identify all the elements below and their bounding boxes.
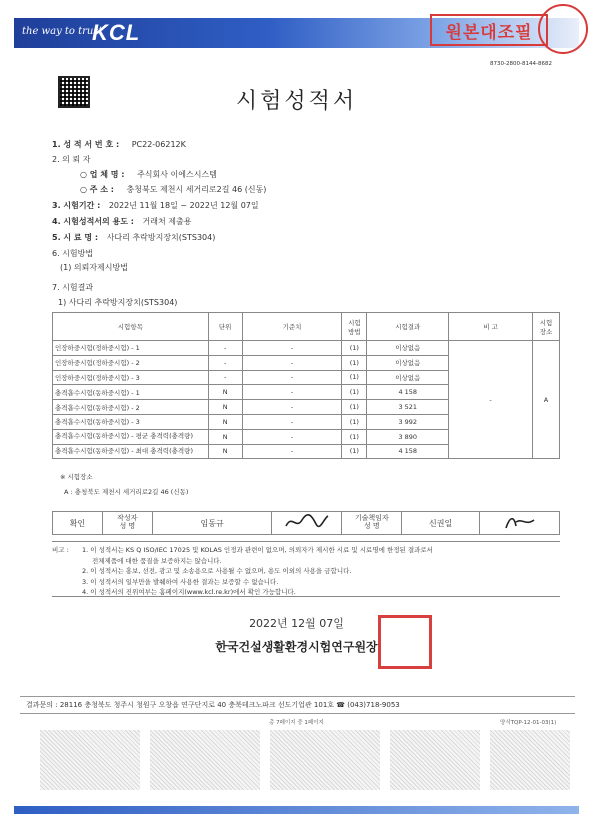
- cell-method: (1): [342, 400, 367, 415]
- method-label: 6. 시험방법: [52, 249, 94, 258]
- kcl-logo: KCL: [92, 20, 141, 45]
- cell-item: 충격흡수시험(동하중시험) - 최대 충격력(충격량): [53, 444, 209, 459]
- period: 2022년 11월 18일 ~ 2022년 12월 07일: [108, 201, 259, 210]
- cell-result: 이상없음: [367, 370, 449, 385]
- cell-method: (1): [342, 355, 367, 370]
- cell-item: 인장하중시험(정하중시험) - 3: [53, 370, 209, 385]
- cell-method: (1): [342, 370, 367, 385]
- cell-unit: -: [208, 355, 242, 370]
- cell-standard: -: [242, 414, 342, 429]
- period-row: [52, 202, 259, 210]
- cell-unit: N: [208, 400, 242, 415]
- sample-row: [52, 234, 215, 242]
- security-pattern: [270, 730, 380, 790]
- company-label: ○ 업 체 명 :: [80, 170, 125, 179]
- cell-method: (1): [342, 429, 367, 444]
- header-test-item: 시험항목: [53, 313, 209, 341]
- cell-result: 4 158: [367, 444, 449, 459]
- note-line: 4. 이 성적서의 진위여부는 홈페이지(www.kcl.re.kr)에서 확인 가능합니다.: [82, 588, 296, 596]
- header-result: 시험결과: [367, 313, 449, 341]
- cell-unit: N: [208, 385, 242, 400]
- round-seal-icon: [538, 4, 588, 54]
- sample-label: 5. 시 료 명 :: [52, 233, 99, 242]
- cell-standard: -: [242, 355, 342, 370]
- writer-name: 임동규: [152, 512, 272, 535]
- cell-place: A: [533, 341, 560, 459]
- notes-list: [82, 545, 433, 598]
- page-title: 시험성적서: [235, 89, 358, 114]
- cell-remark: -: [449, 341, 533, 459]
- purpose-label: 4. 시험성적서의 용도 :: [52, 217, 134, 226]
- note-line: 2. 이 성적서는 홍보, 선전, 광고 및 소송용으로 사용될 수 없으며, 용도 이외의 사용을 금합니다.: [82, 567, 352, 575]
- cell-item: 충격흡수시험(동하중시험) - 평균 충격력(충격량): [53, 429, 209, 444]
- header-standard: 기준치: [242, 313, 342, 341]
- cell-item: 충격흡수시험(동하중시험) - 2: [53, 400, 209, 415]
- cell-unit: -: [208, 341, 242, 356]
- cell-method: (1): [342, 385, 367, 400]
- confirm-label: 확인: [53, 512, 103, 535]
- cell-unit: -: [208, 370, 242, 385]
- note-line: 1. 이 성적서는 KS Q ISO/IEC 17025 및 KOLAS 인정과 관련이 없으며, 의뢰자가 제시한 시료 및 시료명에 한정된 결과로서: [82, 546, 433, 554]
- signature-icon: [500, 512, 540, 532]
- cell-standard: -: [242, 341, 342, 356]
- writer-signature-icon: [272, 512, 342, 535]
- purpose-row: [52, 218, 191, 226]
- header-unit: 단위: [208, 313, 242, 341]
- cell-standard: -: [242, 429, 342, 444]
- header-method: 시험 방법: [342, 313, 367, 341]
- client-label: 2. 의 뢰 자: [52, 155, 91, 164]
- contact-info: 결과문의 : 28116 충청북도 청주시 청원구 오창읍 연구단지로 40 충북테크노파크 선도기업관 101호 ☎ (043)718-9053: [20, 696, 575, 714]
- cell-result: 3 521: [367, 400, 449, 415]
- cell-result: 이상없음: [367, 355, 449, 370]
- institute-seal-icon: [378, 615, 432, 669]
- cell-result: 3 890: [367, 429, 449, 444]
- cell-result: 4 158: [367, 385, 449, 400]
- method: (1) 의뢰자제시방법: [60, 263, 128, 272]
- tagline: the way to trust: [22, 26, 103, 37]
- security-pattern: [390, 730, 480, 790]
- report-number-label: 1. 성 적 서 번 호 :: [52, 140, 120, 149]
- cell-item: 인장하중시험(정하중시험) - 1: [53, 341, 209, 356]
- issue-date: 2022년 12월 07일: [249, 617, 344, 630]
- cell-standard: -: [242, 444, 342, 459]
- company-name: 주식회사 이에스시스템: [137, 170, 217, 179]
- period-label: 3. 시험기간 :: [52, 201, 101, 210]
- manager-label: 기술책임자 성 명: [342, 512, 402, 535]
- table-row: [53, 341, 560, 356]
- results-table: [52, 312, 560, 459]
- cell-method: (1): [342, 444, 367, 459]
- manager-signature-icon: [480, 512, 560, 535]
- security-pattern: [490, 730, 570, 790]
- cell-unit: N: [208, 429, 242, 444]
- sample-name: 사다리 추락방지장치(STS304): [106, 233, 216, 242]
- cell-item: 인장하중시험(정하중시험) - 2: [53, 355, 209, 370]
- address: 충청북도 제천시 세거리로2길 46 (신동): [126, 185, 267, 194]
- note-line: 3. 이 성적서의 일부만을 발췌하여 사용한 결과는 보증할 수 없습니다.: [82, 577, 279, 586]
- place-note-value: A : 충청북도 제천시 세거리로2길 46 (신동): [64, 488, 189, 496]
- note-line: 전체제품에 대한 품질을 보증하지는 않습니다.: [92, 556, 222, 565]
- cell-unit: N: [208, 444, 242, 459]
- page-indicator: 총 7페이지 중 1페이지: [269, 720, 324, 726]
- copy-verified-stamp: 원본대조필: [430, 14, 548, 46]
- signature-icon: [282, 512, 332, 532]
- place-note-label: ※ 시험장소: [60, 473, 93, 481]
- cell-result: 3 992: [367, 414, 449, 429]
- results-subtitle: 1) 사다리 추락방지장치(STS304): [58, 298, 178, 307]
- cell-item: 충격흡수시험(동하중시험) - 1: [53, 385, 209, 400]
- address-label: ○ 주 소 :: [80, 185, 114, 194]
- header-remark: 비 고: [449, 313, 533, 341]
- company-row: [80, 171, 217, 179]
- document-number: 8730-2800-8144-8682: [490, 61, 552, 67]
- address-row: [80, 186, 266, 194]
- cell-method: (1): [342, 414, 367, 429]
- cell-unit: N: [208, 414, 242, 429]
- cell-method: (1): [342, 341, 367, 356]
- report-number-row: [52, 141, 186, 149]
- cell-item: 충격흡수시험(동하중시험) - 3: [53, 414, 209, 429]
- manager-name: 신권일: [402, 512, 480, 535]
- institute-name: 한국건설생활환경시험연구원장: [215, 640, 378, 654]
- report-number: PC22-06212K: [131, 140, 186, 149]
- footer-bar: [14, 806, 579, 814]
- security-pattern: [150, 730, 260, 790]
- cell-result: 이상없음: [367, 341, 449, 356]
- purpose: 거래처 제출용: [142, 217, 192, 226]
- table-header-row: [53, 313, 560, 341]
- cell-standard: -: [242, 400, 342, 415]
- form-number: 양식TQP-12-01-03(1): [500, 720, 557, 726]
- cell-standard: -: [242, 385, 342, 400]
- confirmation-table: [52, 511, 560, 535]
- notes-box: [52, 541, 560, 597]
- cell-standard: -: [242, 370, 342, 385]
- header-place: 시험 장소: [533, 313, 560, 341]
- writer-label: 작성자 성 명: [102, 512, 152, 535]
- results-label: 7. 시험결과: [52, 283, 94, 292]
- notes-label: 비고 :: [52, 546, 69, 554]
- security-pattern: [40, 730, 140, 790]
